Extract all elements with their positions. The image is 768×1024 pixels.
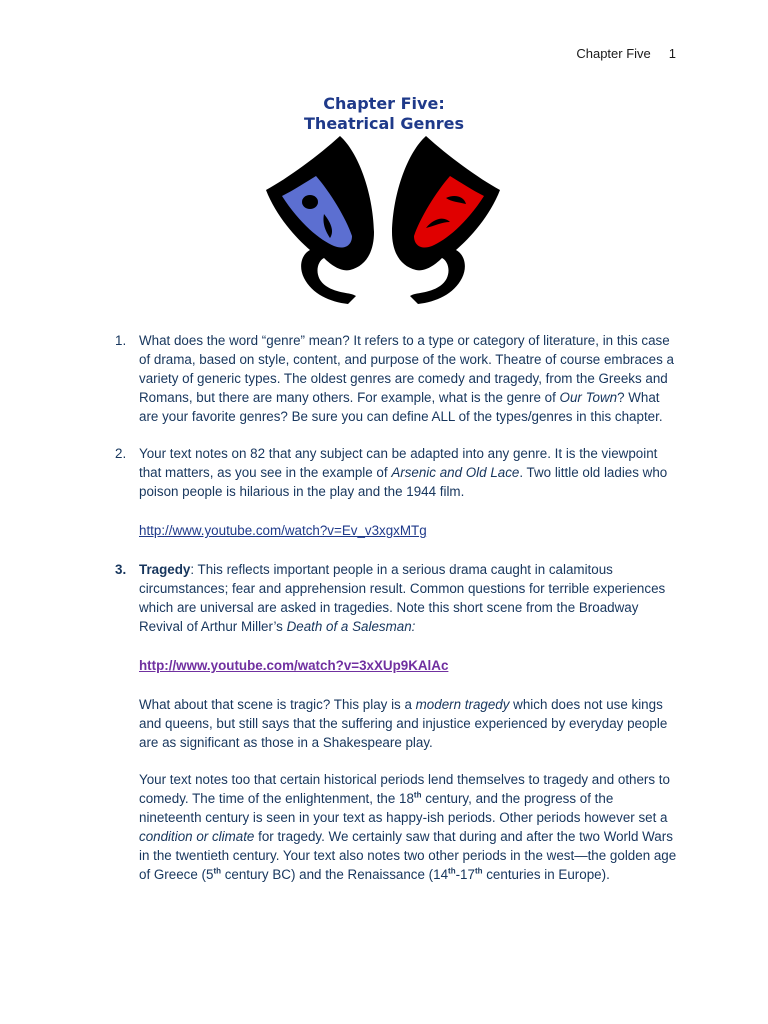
- item-text: Tragedy: This reflects important people in a serious drama caught in calamitous circumstances; fear and apprehension result. Common questions for terrible experiences which are universal are asked in tragedies. Note this short scene from the Broadway Revival of Arthur Miller’s Death of a Salesman:: [139, 562, 666, 634]
- paragraph-tragic-scene: What about that scene is tragic? This play is a modern tragedy which does not use kings and queens, but still says that the suffering and injustice experienced by everyday people are as significant as those in a Shakespeare play.: [139, 697, 668, 750]
- list-item: [115, 444, 679, 540]
- term-tragedy: Tragedy: [139, 562, 191, 577]
- comedy-mask-icon: [266, 136, 374, 304]
- theatre-masks-logo: [258, 132, 508, 312]
- item-number: 2.: [115, 446, 127, 461]
- tragedy-mask-icon: [392, 136, 500, 304]
- page-header: [576, 46, 676, 61]
- title-line-2: Theatrical Genres: [304, 114, 464, 133]
- page-number: 1: [668, 46, 676, 61]
- list-item: [115, 560, 679, 884]
- youtube-link-arsenic[interactable]: http://www.youtube.com/watch?v=Ev_v3xgxMTg: [139, 523, 427, 538]
- item-number: 1.: [115, 333, 127, 348]
- list-item: [115, 331, 679, 426]
- youtube-link-salesman[interactable]: http://www.youtube.com/watch?v=3xXUp9KAlAc: [139, 658, 449, 673]
- title-line-1: Chapter Five:: [323, 94, 445, 113]
- paragraph-historical-periods: Your text notes too that certain historical periods lend themselves to tragedy and others to comedy. The time of the enlightenment, the 18th century, and the progress of the nineteenth century is seen in your text as happy-ish periods. Other periods however set a condition or climate for tragedy. We certainly saw that during and after the two World Wars in the twentieth century. Your text also notes two other periods in the west—the golden age of Greece (5th century BC) and the Renaissance (14th-17th centuries in Europe).: [139, 772, 677, 882]
- numbered-list: [115, 331, 679, 884]
- header-chapter: Chapter Five: [576, 46, 651, 61]
- page-title: [0, 94, 768, 134]
- item-number: 3.: [115, 562, 127, 577]
- item-text: Your text notes on 82 that any subject can be adapted into any genre. It is the viewpoint that matters, as you see in the example of Arsenic and Old Lace. Two little old ladies who poison people is hilarious in the play and the 1944 film.: [139, 446, 668, 499]
- item-text: What does the word “genre” mean? It refers to a type or category of literature, in this case of drama, based on style, content, and purpose of the work. Theatre of course embraces a variety of generic types. The oldest genres are comedy and tragedy, from the Greeks and Romans, but there are many others. For example, what is the genre of Our Town? What are your favorite genres? Be sure you can define ALL of the types/genres in this chapter.: [139, 333, 674, 424]
